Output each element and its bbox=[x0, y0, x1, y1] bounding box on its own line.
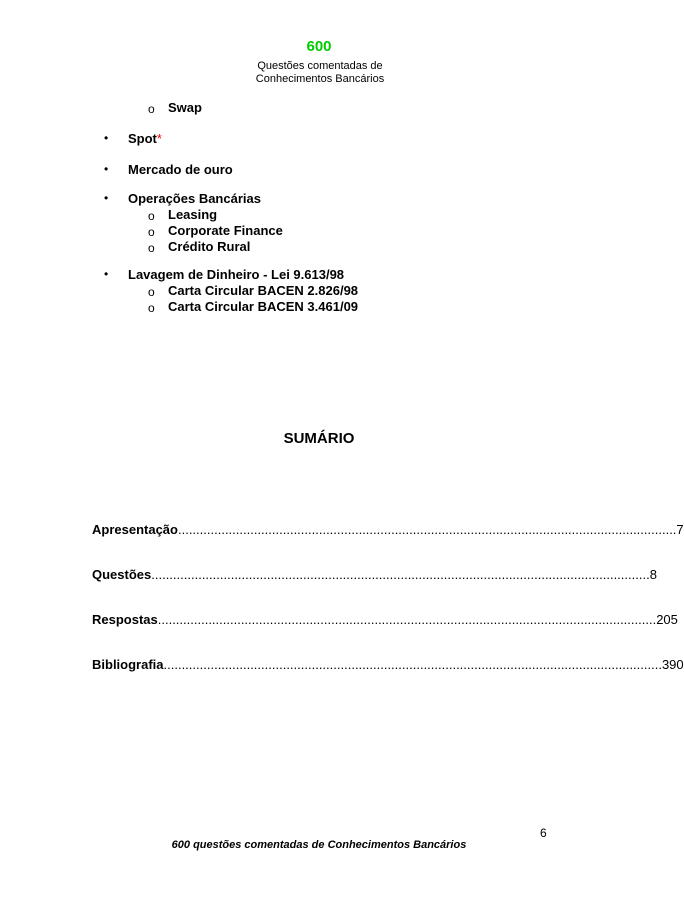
toc-dots: .......................................................................................................................................... bbox=[163, 657, 662, 672]
list-item-corporate: Corporate Finance bbox=[168, 223, 283, 238]
bullet-icon: • bbox=[104, 162, 109, 176]
circle-bullet-icon: o bbox=[148, 225, 155, 239]
list-item-spot: Spot* bbox=[128, 131, 162, 146]
bullet-icon: • bbox=[104, 191, 109, 205]
toc-entry-questoes bbox=[92, 567, 657, 582]
circle-bullet-icon: o bbox=[148, 241, 155, 255]
list-item-lavagem: Lavagem de Dinheiro - Lei 9.613/98 bbox=[128, 267, 345, 282]
toc-dots: .......................................................................................................................................... bbox=[157, 612, 657, 627]
asterisk-mark: * bbox=[156, 131, 162, 146]
toc-page: 7 bbox=[676, 522, 684, 537]
circle-bullet-icon: o bbox=[148, 209, 155, 223]
list-item-carta2: Carta Circular BACEN 3.461/09 bbox=[168, 299, 359, 314]
toc-entry-respostas bbox=[92, 612, 678, 627]
summary-title: SUMÁRIO bbox=[283, 430, 355, 447]
circle-bullet-icon: o bbox=[148, 102, 155, 116]
page-number: 6 bbox=[540, 826, 547, 840]
toc-label: Apresentação bbox=[92, 522, 178, 537]
toc-label: Bibliografia bbox=[92, 657, 164, 672]
toc-page: 390 bbox=[661, 657, 684, 672]
list-item-mercado-ouro: Mercado de ouro bbox=[128, 162, 233, 177]
toc-dots: .......................................................................................................................................... bbox=[151, 567, 650, 582]
circle-bullet-icon: o bbox=[148, 285, 155, 299]
list-item-credito: Crédito Rural bbox=[168, 239, 251, 254]
toc-label: Respostas bbox=[92, 612, 158, 627]
toc-dots: .......................................................................................................................................... bbox=[177, 522, 677, 537]
header-subtitle-line1: Questões comentadas de bbox=[257, 60, 383, 72]
header-number: 600 bbox=[306, 38, 332, 55]
footer-text: 600 questões comentadas de Conhecimentos Bancários bbox=[171, 839, 467, 851]
toc-entry-bibliografia bbox=[92, 657, 684, 672]
toc-label: Questões bbox=[92, 567, 152, 582]
circle-bullet-icon: o bbox=[148, 301, 155, 315]
header-subtitle-line2: Conhecimentos Bancários bbox=[255, 73, 385, 85]
list-item-operacoes: Operações Bancárias bbox=[128, 191, 261, 206]
toc-entry-apresentacao bbox=[92, 522, 684, 537]
toc-page: 205 bbox=[656, 612, 678, 627]
bullet-icon: • bbox=[104, 267, 109, 281]
list-item-swap: Swap bbox=[168, 100, 202, 115]
toc-page: 8 bbox=[649, 567, 657, 582]
bullet-icon: • bbox=[104, 131, 109, 145]
header-subtitle bbox=[255, 60, 385, 86]
list-item-leasing: Leasing bbox=[168, 207, 218, 222]
list-item-carta1: Carta Circular BACEN 2.826/98 bbox=[168, 283, 359, 298]
